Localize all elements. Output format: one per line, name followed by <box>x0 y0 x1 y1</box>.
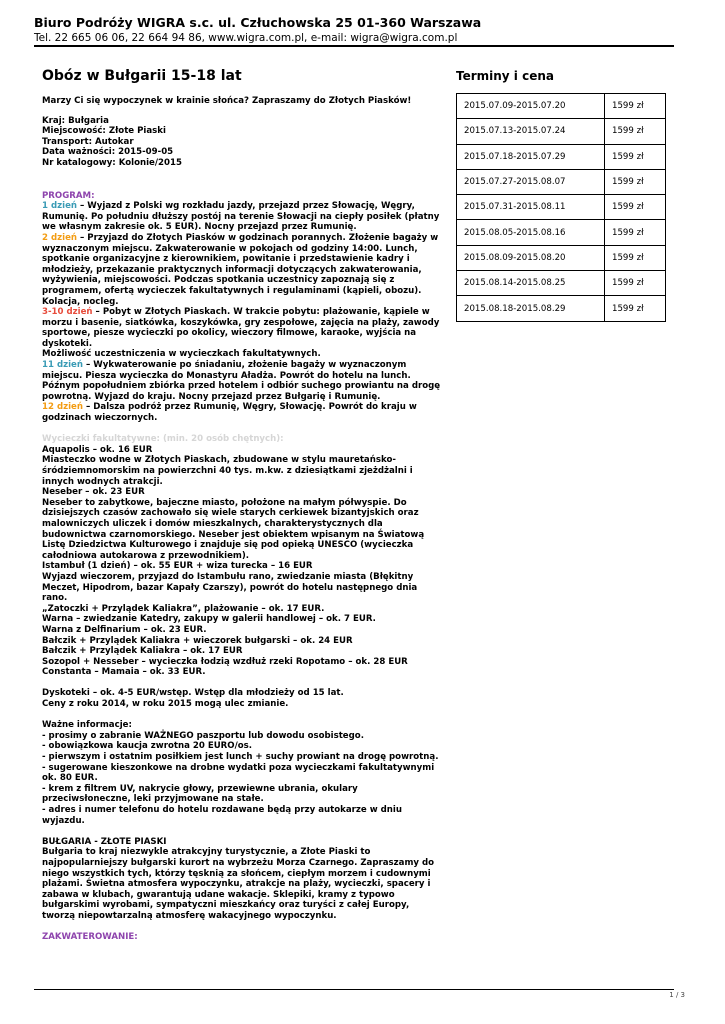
term-dates: 2015.08.14-2015.08.25 <box>457 271 605 296</box>
term-dates: 2015.08.09-2015.08.20 <box>457 245 605 270</box>
term-price: 1599 zł <box>605 119 666 144</box>
table-row <box>457 144 666 169</box>
program-day <box>42 233 442 307</box>
term-price: 1599 zł <box>605 144 666 169</box>
notes-section <box>42 688 442 709</box>
term-price: 1599 zł <box>605 169 666 194</box>
term-price: 1599 zł <box>605 195 666 220</box>
excursion-line: Constanta – Mamaia – ok. 33 EUR. <box>42 667 206 678</box>
company-contact: Tel. 22 665 06 06, 22 664 94 86, www.wigra.com.pl, e-mail: wigra@wigra.com.pl <box>34 32 458 44</box>
important-item: - krem z filtrem UV, nakrycie głowy, przewiewne ubrania, okulary przeciwsłoneczne, leki przyjmowane na stałe. <box>42 783 358 805</box>
table-row <box>457 296 666 321</box>
excursion-line: Wyjazd wieczorem, przyjazd do Istambułu rano, zwiedzanie miasta (Błękitny Meczet, Hipodrom, bazar Kapały Czarszy), powrót do hotelu następnego dnia rano. <box>42 571 418 604</box>
day-label: 1 dzień <box>42 201 78 212</box>
table-row <box>457 220 666 245</box>
offer-content <box>42 66 442 943</box>
day-label: 3-10 dzień <box>42 307 93 318</box>
terms-table <box>456 93 666 322</box>
program-day <box>42 402 442 423</box>
detail-location: Miejscowość: Złote Piaski <box>42 126 166 137</box>
day-text: – Wyjazd z Polski wg rozkładu jazdy, przejazd przez Słowację, Węgry, Rumunię. Po południu dłuższy postój na terenie Słowacji na ciepły posiłek (płatny we własnym zakresie ok. 5 EUR). Nocny przejazd przez Rumunię. <box>42 201 440 233</box>
bulgaria-section <box>42 837 442 922</box>
page-title: Obóz w Bułgarii 15-18 lat <box>42 68 242 84</box>
day-text: – Wykwaterowanie po śniadaniu, złożenie bagaży w wyznaczonym miejscu. Piesza wycieczka do Monastyru Aładża. Powrót do hotelu na lunch. Późnym popołudniem zbiórka przed hotelem i odbiór suchego prowiantu na drogę powrotną. Wyjazd do kraju. Nocny przejazd przez Bułgarię i Rumunię. <box>42 360 441 402</box>
term-dates: 2015.07.18-2015.07.29 <box>457 144 605 169</box>
footer-divider <box>34 989 674 990</box>
letterhead <box>34 14 674 45</box>
important-item: - pierwszym i ostatnim posiłkiem jest lunch + suchy prowiant na drogę powrotną. <box>42 752 439 763</box>
excursion-line: Miasteczko wodne w Złotych Piaskach, zbudowane w stylu mauretańsko-śródziemnomorskim na powierzchni 40 tys. m.kw. z dziesiątkami zjeżdżalni i innych wodnych atrakcji. <box>42 455 413 487</box>
excursion-line: Warna z Delfinarium – ok. 23 EUR. <box>42 624 207 635</box>
company-name: Biuro Podróży WIGRA s.c. ul. Człuchowska 25 01-360 Warszawa <box>34 15 482 30</box>
detail-valid-until: Data ważności: 2015-09-05 <box>42 147 174 158</box>
program-day <box>42 360 442 402</box>
note-line: Ceny z roku 2014, w roku 2015 mogą ulec zmianie. <box>42 699 289 710</box>
important-label: Ważne informacje: <box>42 720 132 731</box>
day-label: 2 dzień <box>42 232 78 243</box>
program-day <box>42 307 442 349</box>
detail-catalog-number: Nr katalogowy: Kolonie/2015 <box>42 157 182 168</box>
important-info-section <box>42 720 442 826</box>
terms-panel <box>456 68 666 322</box>
excursion-line: Neseber – ok. 23 EUR <box>42 487 145 498</box>
term-price: 1599 zł <box>605 94 666 119</box>
table-row <box>457 169 666 194</box>
program-label: PROGRAM: <box>42 190 95 201</box>
table-row <box>457 195 666 220</box>
excursion-line: Bałczik + Przylądek Kaliakra – ok. 17 EUR <box>42 646 243 657</box>
excursion-line: „Zatoczki + Przylądek Kaliakra”, plażowanie – ok. 17 EUR. <box>42 603 325 614</box>
bulgaria-label: BUŁGARIA - ZŁOTE PIASKI <box>42 836 167 847</box>
excursion-line: Neseber to zabytkowe, bajeczne miasto, położone na małym półwyspie. Do dzisiejszych czasów zachowało się wiele starych cerkiewek bizantyjskich oraz malowniczych uliczek i domów mieszkalnych, charakterystycznych dla budownictwa czarnomorskiego. Neseber jest obiektem wpisanym na Światową Listę Dziedzictwa Kulturowego i znajduje się pod opieką UNESCO (wycieczka całodniowa autokarowa z przewodnikiem). <box>42 497 425 561</box>
table-row <box>457 94 666 119</box>
excursion-line: Bałczik + Przylądek Kaliakra + wieczorek bułgarski – ok. 24 EUR <box>42 635 353 646</box>
term-dates: 2015.08.05-2015.08.16 <box>457 220 605 245</box>
program-section <box>42 191 442 424</box>
program-day <box>42 201 442 233</box>
term-dates: 2015.08.18-2015.08.29 <box>457 296 605 321</box>
important-item: - prosimy o zabranie WAŻNEGO paszportu lub dowodu osobistego. <box>42 730 364 741</box>
offer-details <box>42 116 442 169</box>
accommodation-label: ZAKWATEROWANIE: <box>42 932 138 943</box>
excursions-section <box>42 434 442 678</box>
table-row <box>457 119 666 144</box>
day-text: – Pobyt w Złotych Piaskach. W trakcie pobytu: plażowanie, kąpiele w morzu i basenie, siatkówka, koszykówka, gry zespołowe, zajęcia na plaży, zawody sportowe, piesze wycieczki po okolicy, wieczory filmowe, karaoke, wyjścia na dyskoteki. <box>42 307 440 349</box>
important-item: - sugerowane kieszonkowe na drobne wydatki poza wycieczkami fakultatywnymi ok. 80 EUR. <box>42 762 435 784</box>
detail-transport: Transport: Autokar <box>42 136 134 147</box>
day-text: – Przyjazd do Złotych Piasków w godzinach porannych. Złożenie bagaży w wyznaczonym miejscu. Zakwaterowanie w pokojach od godziny 14:00. Lunch, spotkanie organizacyjne z kierownikiem, powitanie i przedstawienie kadry i młodzieży, przekazanie praktycznych informacji dotyczących zakwaterowania, wyżywienia, miejscowości. Podczas spotkania uczestnicy zapoznają się z programem, ofertą wycieczek fakultatywnych i regulaminami (kąpieli, obozu). Kolacja, nocleg. <box>42 232 439 307</box>
table-row <box>457 245 666 270</box>
important-item: - obowiązkowa kaucja zwrotna 20 EURO/os. <box>42 741 253 752</box>
excursion-line: Warna – zwiedzanie Katedry, zakupy w galerii handlowej – ok. 7 EUR. <box>42 614 376 625</box>
excursion-line: Sozopol + Nesseber – wycieczka łodzią wzdłuż rzeki Ropotamo – ok. 28 EUR <box>42 656 408 667</box>
term-dates: 2015.07.09-2015.07.20 <box>457 94 605 119</box>
excursions-label: Wycieczki fakultatywne: (min. 20 osób chętnych): <box>42 434 284 445</box>
day-label: 12 dzień <box>42 402 83 413</box>
term-price: 1599 zł <box>605 245 666 270</box>
term-dates: 2015.07.13-2015.07.24 <box>457 119 605 144</box>
terms-title: Terminy i cena <box>456 69 554 83</box>
page-number: 1 / 3 <box>669 991 685 999</box>
term-price: 1599 zł <box>605 296 666 321</box>
bulgaria-text: Bułgaria to kraj niezwykle atrakcyjny turystycznie, a Złote Piaski to najpopularniejszy bułgarski kurort na wybrzeżu Morza Czarnego. Zapraszamy do niego wszystkich tych, którzy tęsknią za słońcem, ciepłym morzem i cudownymi plażami. Świetna atmosfera wypoczynku, atrakcje na plaży, wycieczki, spacery i zabawa w klubach, gwarantują udane wakacje. Sklepiki, kramy z typowo bułgarskimi wyrobami, sympatyczni mieszkańcy oraz turyści z całej Europy, tworzą niepowtarzalną atmosferę wakacyjnego wypoczynku. <box>42 847 435 921</box>
day-text: – Dalsza podróż przez Rumunię, Węgry, Słowację. Powrót do kraju w godzinach wieczornych. <box>42 402 417 424</box>
excursion-line: Aquapolis – ok. 16 EUR <box>42 444 153 455</box>
term-price: 1599 zł <box>605 220 666 245</box>
program-note: Możliwość uczestniczenia w wycieczkach fakultatywnych. <box>42 349 321 360</box>
header-divider <box>34 45 674 47</box>
term-price: 1599 zł <box>605 271 666 296</box>
important-item: - adres i numer telefonu do hotelu rozdawane będą przy autokarze w dniu wyjazdu. <box>42 805 402 826</box>
day-label: 11 dzień <box>42 360 83 371</box>
intro-text: Marzy Ci się wypoczynek w krainie słońca? Zapraszamy do Złotych Piasków! <box>42 96 412 106</box>
excursion-line: Istambuł (1 dzień) – ok. 55 EUR + wiza turecka – 16 EUR <box>42 561 313 572</box>
table-row <box>457 271 666 296</box>
term-dates: 2015.07.27-2015.08.07 <box>457 169 605 194</box>
note-line: Dyskoteki – ok. 4-5 EUR/wstęp. Wstęp dla młodzieży od 15 lat. <box>42 688 344 699</box>
detail-country: Kraj: Bułgaria <box>42 115 109 126</box>
term-dates: 2015.07.31-2015.08.11 <box>457 195 605 220</box>
